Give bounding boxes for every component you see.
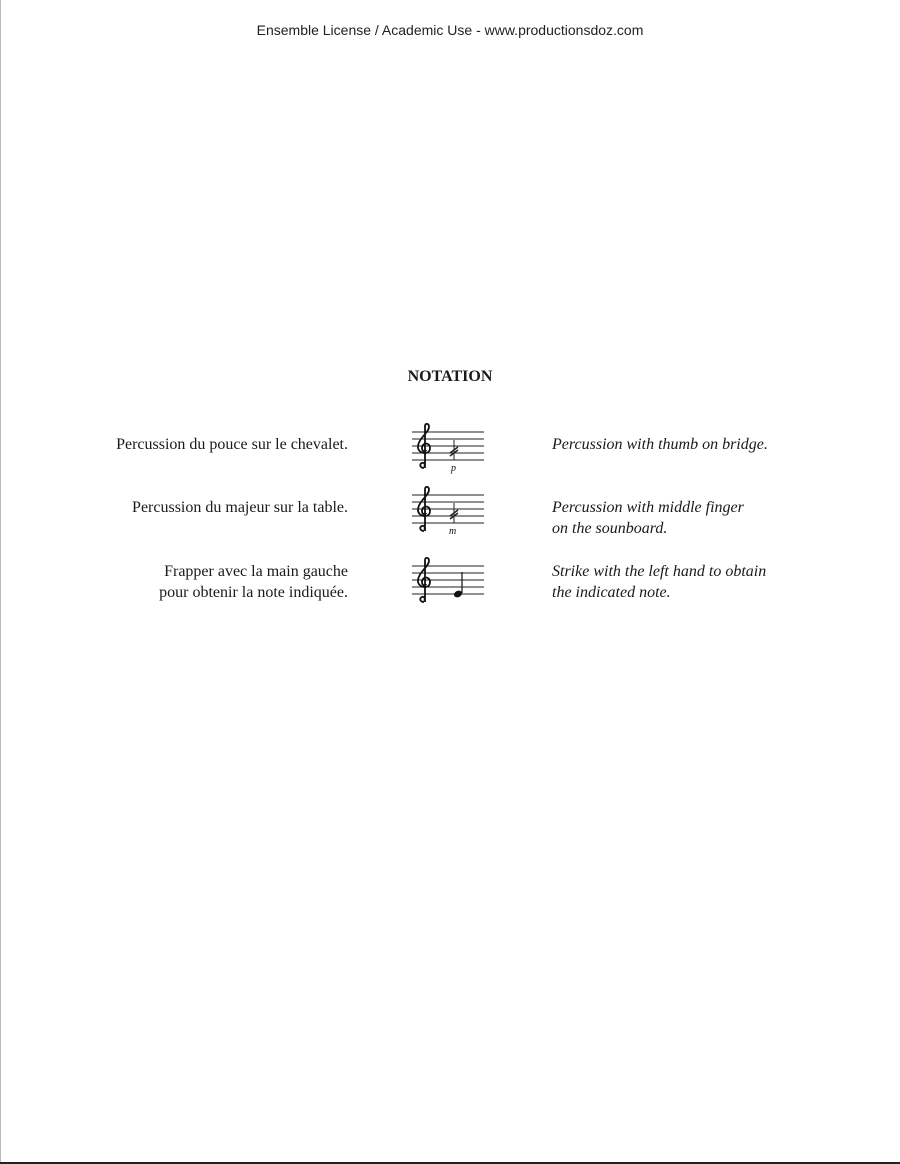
- english-description: [552, 561, 766, 603]
- staff-middle-finger-icon: [408, 485, 488, 541]
- license-header: Ensemble License / Academic Use - www.productionsdoz.com: [256, 22, 644, 38]
- english-line: the indicated note.: [552, 584, 671, 601]
- french-description: [116, 434, 348, 455]
- finger-label-m: m: [449, 526, 457, 537]
- notation-row-left-hand-strike: [0, 561, 900, 621]
- english-line: Strike with the left hand to obtain: [552, 563, 767, 580]
- staff-thumb-icon: [408, 422, 488, 478]
- notation-title: NOTATION: [407, 368, 493, 385]
- finger-label-p: p: [451, 463, 456, 474]
- french-line: pour obtenir la note indiquée.: [159, 584, 348, 601]
- french-description: [159, 561, 348, 603]
- english-line: Percussion with thumb on bridge.: [552, 436, 768, 453]
- french-line: Percussion du pouce sur le chevalet.: [116, 436, 348, 453]
- french-line: Percussion du majeur sur la table.: [132, 499, 348, 516]
- english-line: Percussion with middle finger: [552, 499, 744, 516]
- staff-note-icon: [408, 556, 488, 612]
- notation-row-middle-finger: [0, 497, 900, 557]
- french-line: Frapper avec la main gauche: [164, 563, 348, 580]
- french-description: [132, 497, 348, 518]
- english-description: [552, 434, 768, 455]
- english-line: on the sounboard.: [552, 520, 668, 537]
- english-description: [552, 497, 744, 539]
